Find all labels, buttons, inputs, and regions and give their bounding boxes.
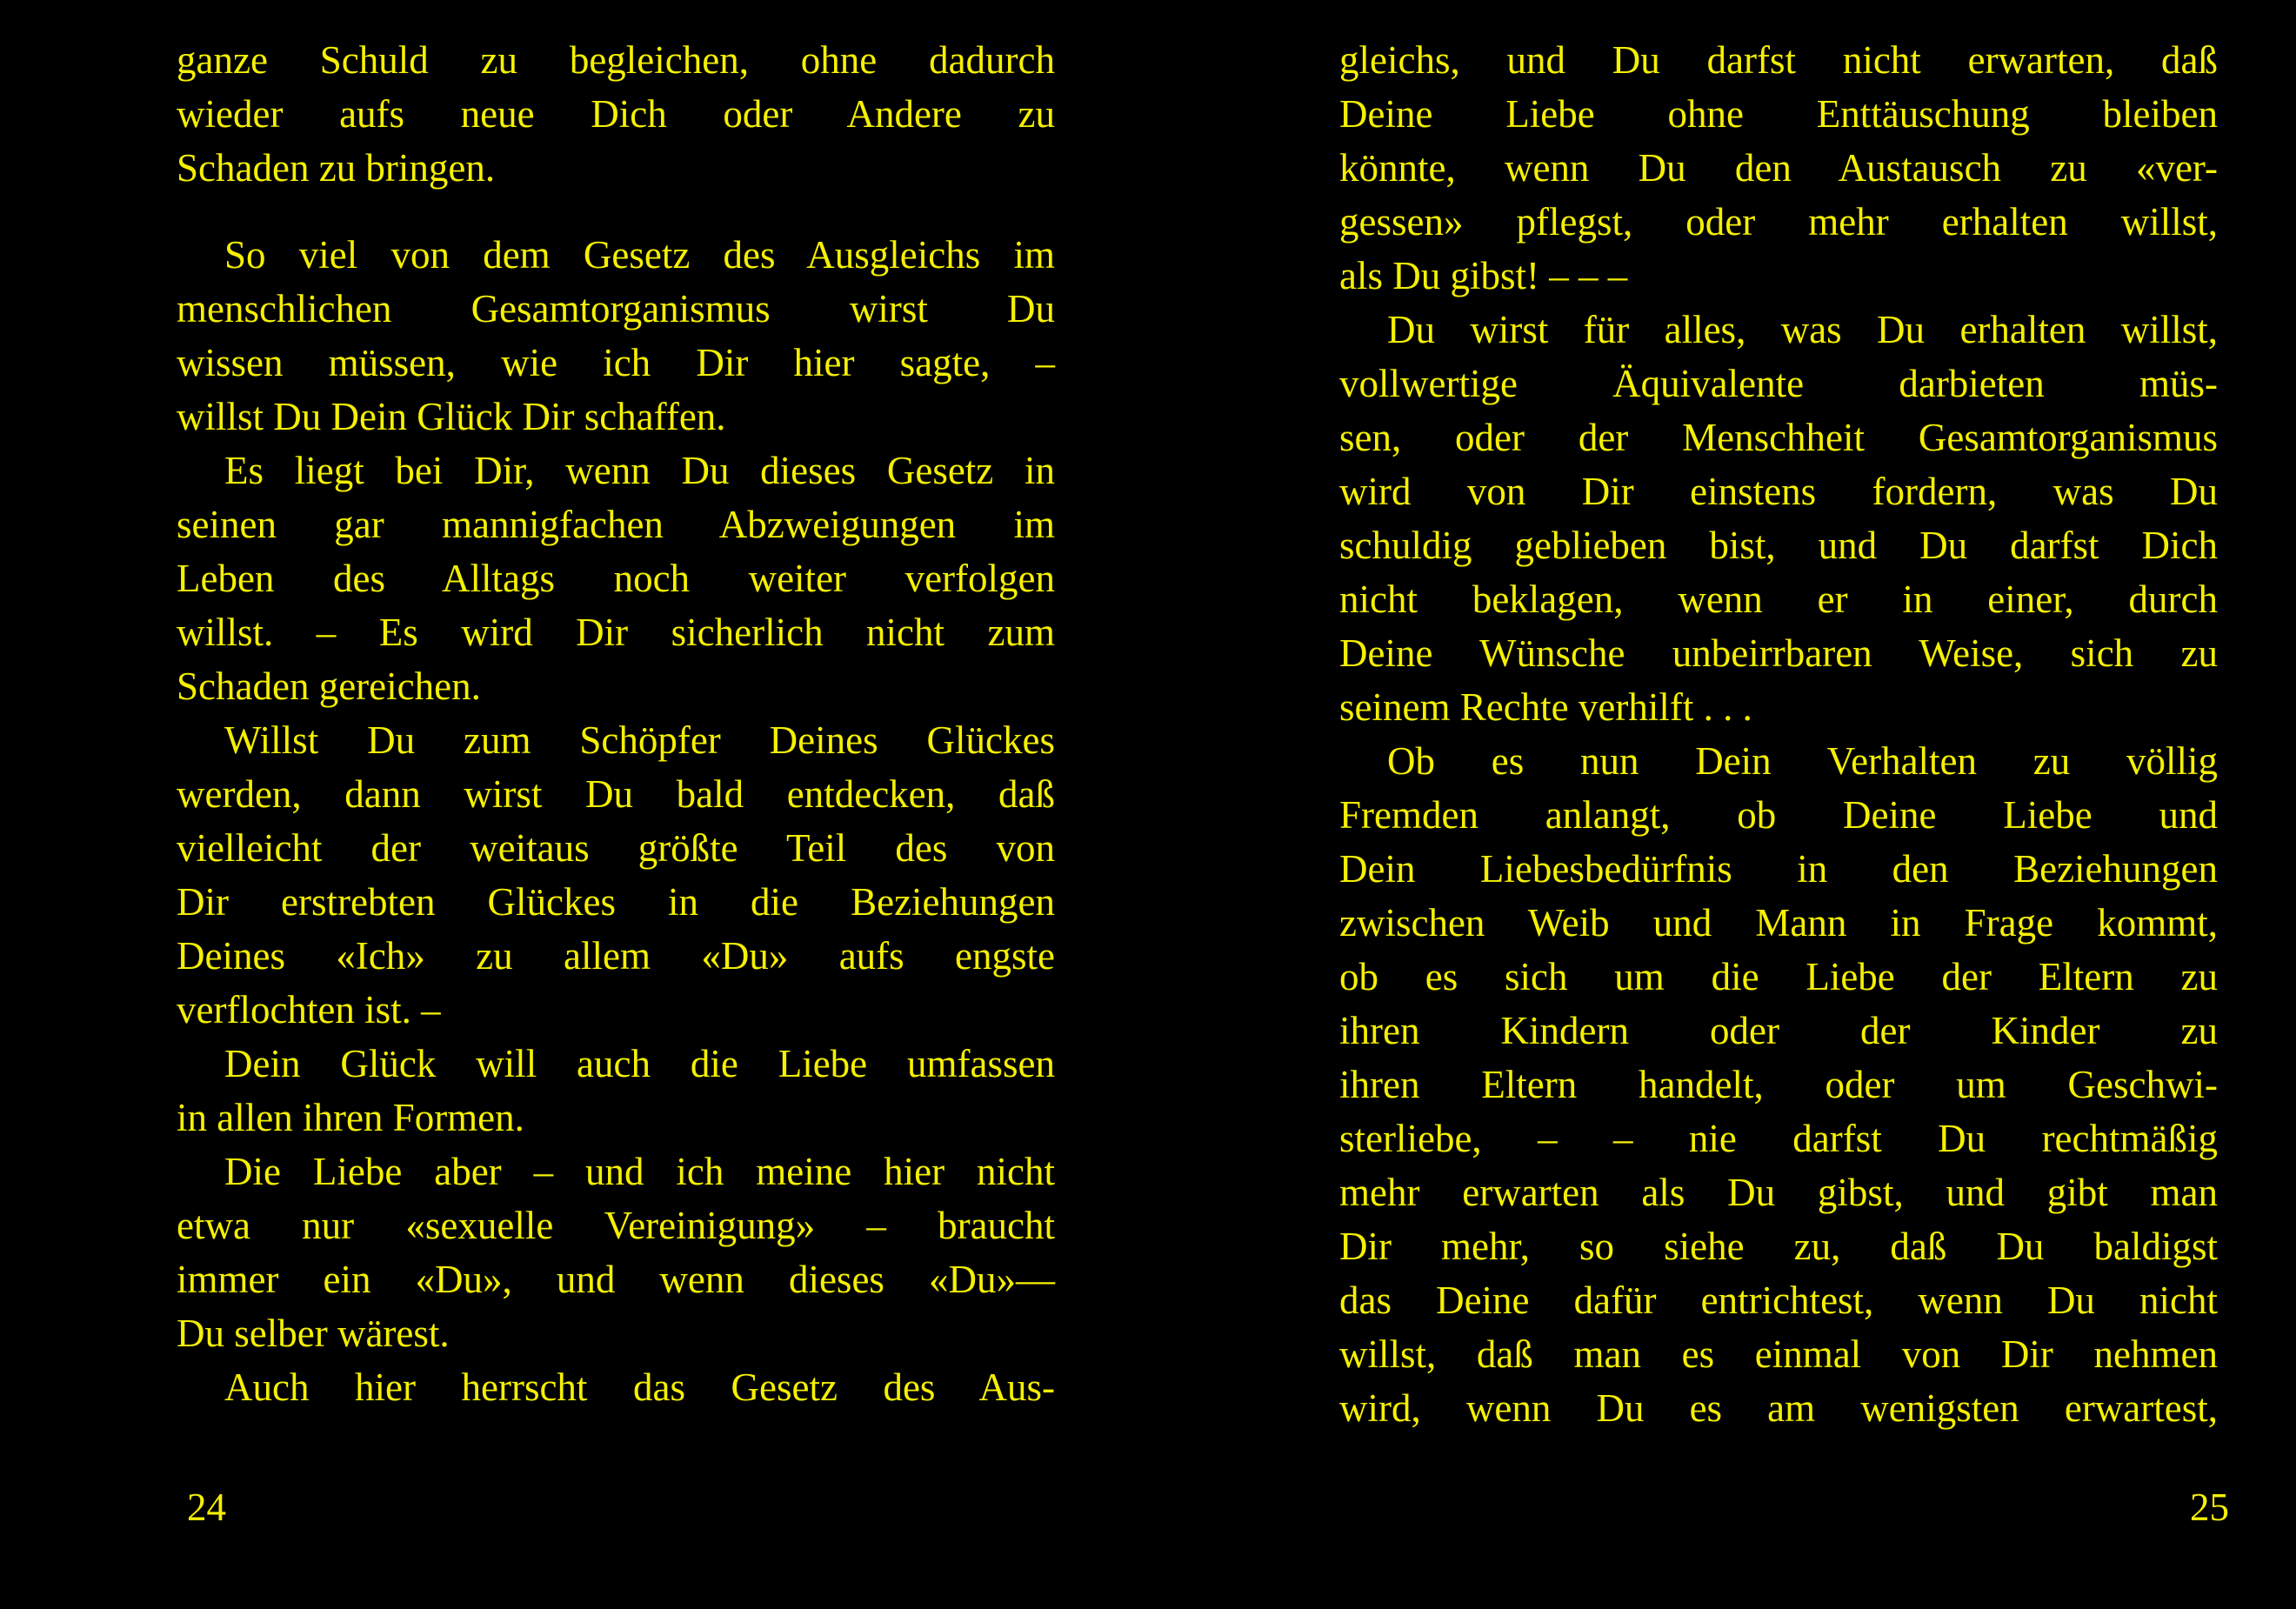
text-line: willst. – Es wird Dir sicherlich nicht zum: [177, 611, 1055, 654]
paragraph-gap: [177, 195, 1055, 228]
text-line: Willst Du zum Schöpfer Deines Glückes: [224, 718, 1055, 762]
text-line: Deine Liebe ohne Enttäuschung bleiben: [1339, 92, 2218, 136]
text-line: mehr erwarten als Du gibst, und gibt man: [1339, 1171, 2218, 1214]
text-line: etwa nur «sexuelle Vereinigung» – braucht: [177, 1204, 1055, 1247]
text-line: So viel von dem Gesetz des Ausgleichs im: [224, 233, 1055, 277]
text-line: könnte, wenn Du den Austausch zu «ver-: [1339, 146, 2218, 190]
text-line: willst Du Dein Glück Dir schaffen.: [177, 395, 726, 438]
text-line: Dein Glück will auch die Liebe umfassen: [224, 1042, 1055, 1085]
text-line: Dir mehr, so siehe zu, daß Du baldigst: [1339, 1225, 2218, 1268]
left-page: [177, 33, 1055, 1414]
text-line: wissen müssen, wie ich Dir hier sagte, –: [177, 341, 1055, 384]
text-line: wird, wenn Du es am wenigsten erwartest,: [1339, 1386, 2218, 1430]
text-line: gessen» pflegst, oder mehr erhalten willst,: [1339, 200, 2218, 244]
text-line: ihren Kindern oder der Kinder zu: [1339, 1009, 2218, 1052]
text-line: das Deine dafür entrichtest, wenn Du nicht: [1339, 1279, 2218, 1322]
text-line: sen, oder der Menschheit Gesamtorganismus: [1339, 416, 2218, 459]
text-line: Leben des Alltags noch weiter verfolgen: [177, 557, 1055, 600]
text-line: in allen ihren Formen.: [177, 1096, 524, 1139]
text-line: ganze Schuld zu begleichen, ohne dadurch: [177, 38, 1055, 82]
text-line: gleichs, und Du darfst nicht erwarten, daß: [1339, 38, 2218, 82]
page-number-right: 25: [2190, 1485, 2229, 1529]
text-line: vollwertige Äquivalente darbieten müs-: [1339, 362, 2218, 405]
page-number-left: 24: [187, 1485, 226, 1529]
text-line: Es liegt bei Dir, wenn Du dieses Gesetz in: [224, 449, 1055, 492]
text-line: Deine Wünsche unbeirrbaren Weise, sich zu: [1339, 631, 2218, 675]
text-line: als Du gibst! – – –: [1339, 254, 1628, 297]
text-line: Du selber wärest.: [177, 1312, 450, 1355]
text-line: Du wirst für alles, was Du erhalten willst,: [1387, 308, 2218, 351]
text-line: seinem Rechte verhilft . . .: [1339, 685, 1752, 729]
text-line: werden, dann wirst Du bald entdecken, daß: [177, 772, 1055, 816]
text-line: wieder aufs neue Dich oder Andere zu: [177, 92, 1055, 136]
text-line: willst, daß man es einmal von Dir nehmen: [1339, 1332, 2218, 1376]
text-line: sterliebe, – – nie darfst Du rechtmäßig: [1339, 1117, 2218, 1160]
text-line: Fremden anlangt, ob Deine Liebe und: [1339, 793, 2218, 837]
text-line: Schaden gereichen.: [177, 664, 481, 708]
text-line: Dir erstrebten Glückes in die Beziehungen: [177, 880, 1055, 924]
text-line: Auch hier herrscht das Gesetz des Aus-: [224, 1365, 1055, 1409]
text-line: Deines «Ich» zu allem «Du» aufs engste: [177, 934, 1055, 978]
text-line: schuldig geblieben bist, und Du darfst Dich: [1339, 524, 2218, 567]
text-line: Ob es nun Dein Verhalten zu völlig: [1387, 739, 2218, 783]
text-line: wird von Dir einstens fordern, was Du: [1339, 470, 2218, 513]
text-line: vielleicht der weitaus größte Teil des von: [177, 826, 1055, 870]
text-line: zwischen Weib und Mann in Frage kommt,: [1339, 901, 2218, 945]
text-line: verflochten ist. –: [177, 988, 441, 1031]
text-line: ob es sich um die Liebe der Eltern zu: [1339, 955, 2218, 998]
text-line: immer ein «Du», und wenn dieses «Du»––: [177, 1258, 1055, 1301]
text-line: Dein Liebesbedürfnis in den Beziehungen: [1339, 847, 2218, 891]
text-line: ihren Eltern handelt, oder um Geschwi-: [1339, 1063, 2218, 1106]
text-line: Die Liebe aber – und ich meine hier nicht: [224, 1150, 1055, 1193]
right-page: [1339, 33, 2218, 1435]
text-line: nicht beklagen, wenn er in einer, durch: [1339, 578, 2218, 621]
text-line: menschlichen Gesamtorganismus wirst Du: [177, 287, 1055, 330]
text-line: seinen gar mannigfachen Abzweigungen im: [177, 503, 1055, 546]
text-line: Schaden zu bringen.: [177, 146, 496, 190]
